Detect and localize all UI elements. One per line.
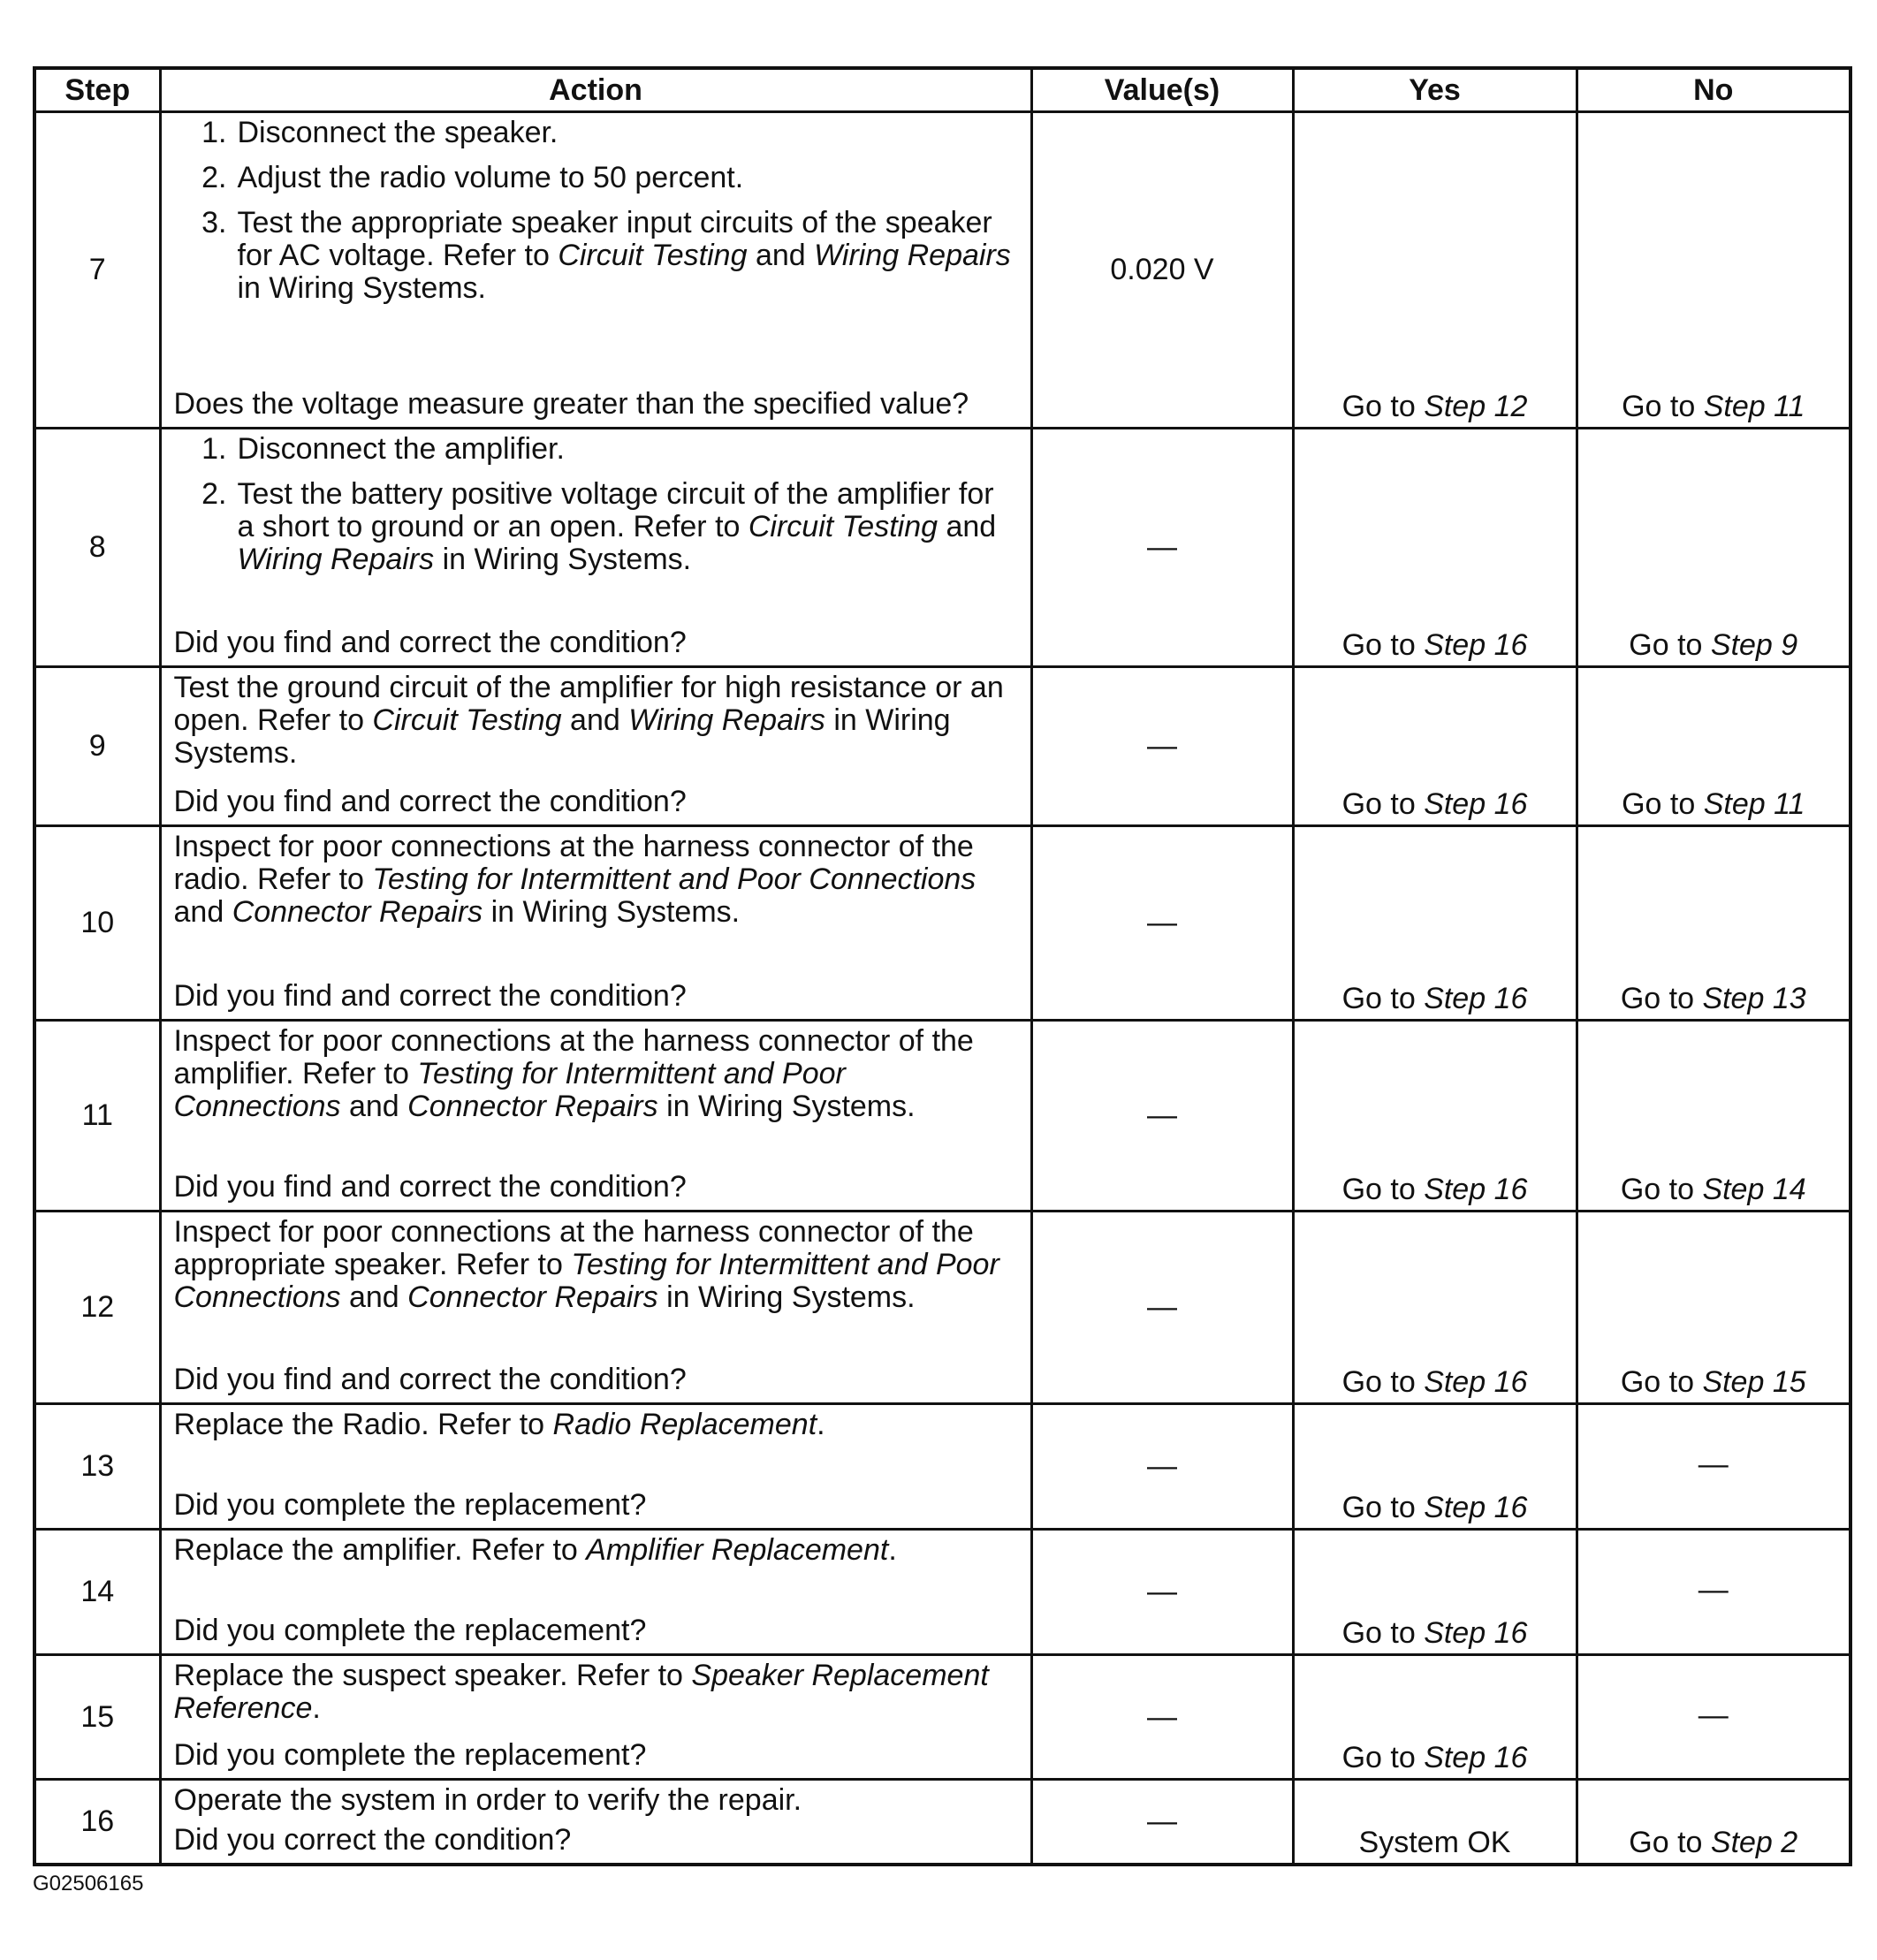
- action-step-number: 2.: [201, 161, 227, 194]
- no-label: Go to: [1622, 390, 1704, 423]
- action-step-text: [238, 117, 1018, 149]
- action-step-item: [174, 207, 1018, 305]
- table-row: [34, 1655, 1850, 1780]
- no-target: Step 15: [1702, 1365, 1806, 1399]
- action-step-item: [174, 162, 1018, 194]
- no-cell: [1577, 826, 1850, 1021]
- action-text: [174, 1784, 1018, 1817]
- table-row: [34, 1530, 1850, 1655]
- action-run: in Wiring Systems.: [173, 703, 951, 770]
- no-label: —: [1698, 1573, 1729, 1607]
- action-run: .: [888, 1533, 897, 1567]
- yes-cell: [1293, 429, 1577, 667]
- yes-cell: [1293, 667, 1577, 826]
- yes-target: Step 12: [1424, 390, 1528, 423]
- action-run: Test the ground circuit of the amplifier for high resistance or an open. Refer to: [173, 671, 1004, 737]
- action-step-run: and: [938, 510, 997, 543]
- action-run: Replace the amplifier. Refer to: [173, 1533, 587, 1567]
- no-target: Step 14: [1702, 1173, 1806, 1206]
- action-run: Circuit Testing: [372, 703, 562, 737]
- table-row: [34, 1404, 1850, 1530]
- no-target: Step 11: [1703, 787, 1805, 821]
- header-no: No: [1577, 68, 1850, 112]
- no-target: Step 11: [1703, 390, 1805, 423]
- action-text: [174, 1660, 1018, 1725]
- no-cell: [1577, 1404, 1850, 1530]
- yes-target: Step 16: [1424, 982, 1528, 1015]
- yes-target: Step 16: [1424, 1741, 1528, 1774]
- action-step-text: [238, 162, 1018, 194]
- step-number: 15: [34, 1655, 160, 1780]
- no-target: Step 2: [1710, 1825, 1798, 1859]
- action-text: [174, 831, 1018, 929]
- action-run: Amplifier Replacement: [586, 1533, 889, 1567]
- action-cell: [160, 1530, 1031, 1655]
- action-run: Testing for Intermittent and Poor Connections: [173, 1057, 846, 1123]
- no-label: —: [1698, 1447, 1729, 1481]
- action-question: Does the voltage measure greater than the specified value?: [173, 387, 969, 421]
- step-number: 9: [34, 667, 160, 826]
- yes-cell: [1293, 826, 1577, 1021]
- no-label: Go to: [1629, 628, 1711, 662]
- step-number: 14: [34, 1530, 160, 1655]
- action-run: Inspect for poor connections at the harness connector of the appropriate speaker. Refer to: [173, 1215, 974, 1281]
- action-step-number: 2.: [201, 477, 227, 511]
- no-cell: [1577, 112, 1850, 429]
- action-cell: [160, 429, 1031, 667]
- yes-cell: [1293, 112, 1577, 429]
- action-run: Wiring Repairs: [628, 703, 825, 737]
- yes-cell: [1293, 1780, 1577, 1865]
- yes-label: Go to: [1341, 1491, 1425, 1524]
- action-run: and: [340, 1280, 408, 1314]
- action-run: Testing for Intermittent and Poor Connections: [173, 1248, 999, 1314]
- step-number: 11: [34, 1021, 160, 1212]
- action-run: and: [173, 895, 232, 929]
- header-yes: Yes: [1293, 68, 1577, 112]
- action-step-run: in Wiring Systems.: [237, 271, 486, 305]
- action-step-run: Wiring Repairs: [237, 543, 435, 576]
- action-text: [174, 1025, 1018, 1123]
- yes-target: Step 16: [1424, 1491, 1528, 1524]
- yes-label: System OK: [1358, 1825, 1511, 1859]
- no-label: —: [1698, 1698, 1729, 1732]
- yes-label: Go to: [1341, 787, 1425, 821]
- yes-cell: [1293, 1530, 1577, 1655]
- yes-label: Go to: [1341, 982, 1425, 1015]
- action-run: Testing for Intermittent and Poor Connections: [372, 862, 976, 896]
- action-step-text: [238, 207, 1018, 305]
- action-question: Did you find and correct the condition?: [173, 626, 687, 659]
- value-cell: —: [1031, 1212, 1293, 1404]
- no-label: Go to: [1620, 1365, 1703, 1399]
- action-step-number: 1.: [201, 116, 227, 149]
- step-number: 12: [34, 1212, 160, 1404]
- no-label: Go to: [1629, 1825, 1711, 1859]
- no-cell: [1577, 667, 1850, 826]
- table-row: [34, 1780, 1850, 1865]
- action-run: Operate the system in order to verify the repair.: [173, 1783, 802, 1817]
- action-run: Radio Replacement: [552, 1408, 817, 1441]
- no-cell: [1577, 1780, 1850, 1865]
- yes-label: Go to: [1341, 628, 1425, 662]
- no-label: Go to: [1622, 787, 1704, 821]
- action-question: Did you find and correct the condition?: [173, 1170, 687, 1204]
- action-step-run: Disconnect the amplifier.: [237, 432, 565, 466]
- action-cell: [160, 826, 1031, 1021]
- action-step-text: [238, 478, 1018, 576]
- action-run: Inspect for poor connections at the harness connector of the radio. Refer to: [173, 830, 974, 896]
- step-number: 13: [34, 1404, 160, 1530]
- no-cell: [1577, 1655, 1850, 1780]
- action-step-run: Adjust the radio volume to 50 percent.: [237, 161, 744, 194]
- table-row: [34, 112, 1850, 429]
- value-cell: —: [1031, 826, 1293, 1021]
- action-run: .: [312, 1691, 321, 1725]
- action-run: Inspect for poor connections at the harness connector of the amplifier. Refer to: [173, 1024, 974, 1090]
- step-number: 10: [34, 826, 160, 1021]
- yes-cell: [1293, 1021, 1577, 1212]
- action-step-run: Circuit Testing: [558, 239, 748, 272]
- action-step-number: 1.: [201, 432, 227, 466]
- step-number: 16: [34, 1780, 160, 1865]
- action-question: Did you find and correct the condition?: [173, 1363, 687, 1396]
- yes-target: Step 16: [1424, 1173, 1528, 1206]
- value-cell: —: [1031, 1404, 1293, 1530]
- action-step-item: [174, 117, 1018, 149]
- action-step-number: 3.: [201, 206, 227, 239]
- step-number: 8: [34, 429, 160, 667]
- value-cell: —: [1031, 1655, 1293, 1780]
- table-row: [34, 429, 1850, 667]
- value-cell: —: [1031, 667, 1293, 826]
- value-cell: —: [1031, 429, 1293, 667]
- value-cell: —: [1031, 1780, 1293, 1865]
- action-question: Did you find and correct the condition?: [173, 785, 687, 818]
- table-row: [34, 667, 1850, 826]
- yes-target: Step 16: [1424, 1365, 1528, 1399]
- action-step-item: [174, 478, 1018, 576]
- action-steps-list: [174, 117, 1018, 305]
- action-step-run: Circuit Testing: [748, 510, 938, 543]
- action-question: Did you find and correct the condition?: [173, 979, 687, 1013]
- diagnostic-table: [33, 66, 1852, 1866]
- yes-label: Go to: [1341, 1365, 1425, 1399]
- yes-target: Step 16: [1424, 1616, 1528, 1650]
- action-step-item: [174, 433, 1018, 466]
- header-row: [34, 68, 1850, 112]
- action-run: Speaker Replacement Reference: [173, 1659, 989, 1725]
- table-row: [34, 1212, 1850, 1404]
- action-cell: [160, 1021, 1031, 1212]
- action-step-run: Test the battery positive voltage circuit of the amplifier for a short to ground or an open. Refer to: [237, 477, 994, 543]
- table-row: [34, 1021, 1850, 1212]
- yes-label: Go to: [1341, 390, 1425, 423]
- action-step-run: Test the appropriate speaker input circuits of the speaker for AC voltage. Refer to: [237, 206, 992, 272]
- action-text: [174, 1409, 1018, 1441]
- yes-target: Step 16: [1424, 787, 1528, 821]
- action-run: Connector Repairs: [407, 1090, 658, 1123]
- yes-cell: [1293, 1404, 1577, 1530]
- action-run: and: [340, 1090, 408, 1123]
- action-question: Did you correct the condition?: [173, 1823, 572, 1857]
- action-run: Replace the Radio. Refer to: [173, 1408, 553, 1441]
- step-number: 7: [34, 112, 160, 429]
- action-step-text: [238, 433, 1018, 466]
- yes-label: Go to: [1341, 1616, 1425, 1650]
- yes-label: Go to: [1341, 1741, 1425, 1774]
- value-cell: 0.020 V: [1031, 112, 1293, 429]
- no-cell: [1577, 429, 1850, 667]
- action-text: [174, 1534, 1018, 1567]
- header-step: Step: [34, 68, 160, 112]
- action-steps-list: [174, 433, 1018, 576]
- action-run: in Wiring Systems.: [657, 1280, 916, 1314]
- no-target: Step 9: [1710, 628, 1798, 662]
- action-cell: [160, 1655, 1031, 1780]
- action-run: Replace the suspect speaker. Refer to: [173, 1659, 692, 1692]
- action-run: Connector Repairs: [407, 1280, 658, 1314]
- action-text: [174, 1216, 1018, 1314]
- action-run: in Wiring Systems.: [483, 895, 741, 929]
- yes-cell: [1293, 1212, 1577, 1404]
- value-cell: —: [1031, 1021, 1293, 1212]
- no-target: Step 13: [1702, 982, 1806, 1015]
- header-values: Value(s): [1031, 68, 1293, 112]
- action-cell: [160, 1212, 1031, 1404]
- action-text: [174, 672, 1018, 770]
- action-cell: [160, 112, 1031, 429]
- action-step-run: Wiring Repairs: [814, 239, 1011, 272]
- action-run: in Wiring Systems.: [657, 1090, 916, 1123]
- action-question: Did you complete the replacement?: [173, 1614, 647, 1647]
- value-cell: —: [1031, 1530, 1293, 1655]
- action-cell: [160, 667, 1031, 826]
- action-question: Did you complete the replacement?: [173, 1738, 647, 1772]
- action-step-run: Disconnect the speaker.: [237, 116, 559, 149]
- action-run: .: [817, 1408, 825, 1441]
- header-action: Action: [160, 68, 1031, 112]
- table-row: [34, 826, 1850, 1021]
- action-cell: [160, 1404, 1031, 1530]
- figure-id: G02506165: [33, 1872, 144, 1895]
- no-cell: [1577, 1530, 1850, 1655]
- yes-cell: [1293, 1655, 1577, 1780]
- action-cell: [160, 1780, 1031, 1865]
- no-cell: [1577, 1212, 1850, 1404]
- yes-label: Go to: [1341, 1173, 1425, 1206]
- action-step-run: in Wiring Systems.: [434, 543, 692, 576]
- no-cell: [1577, 1021, 1850, 1212]
- yes-target: Step 16: [1424, 628, 1528, 662]
- action-run: and: [561, 703, 629, 737]
- no-label: Go to: [1620, 1173, 1703, 1206]
- no-label: Go to: [1620, 982, 1703, 1015]
- action-run: Connector Repairs: [232, 895, 483, 929]
- action-step-run: and: [747, 239, 815, 272]
- action-question: Did you complete the replacement?: [173, 1488, 647, 1522]
